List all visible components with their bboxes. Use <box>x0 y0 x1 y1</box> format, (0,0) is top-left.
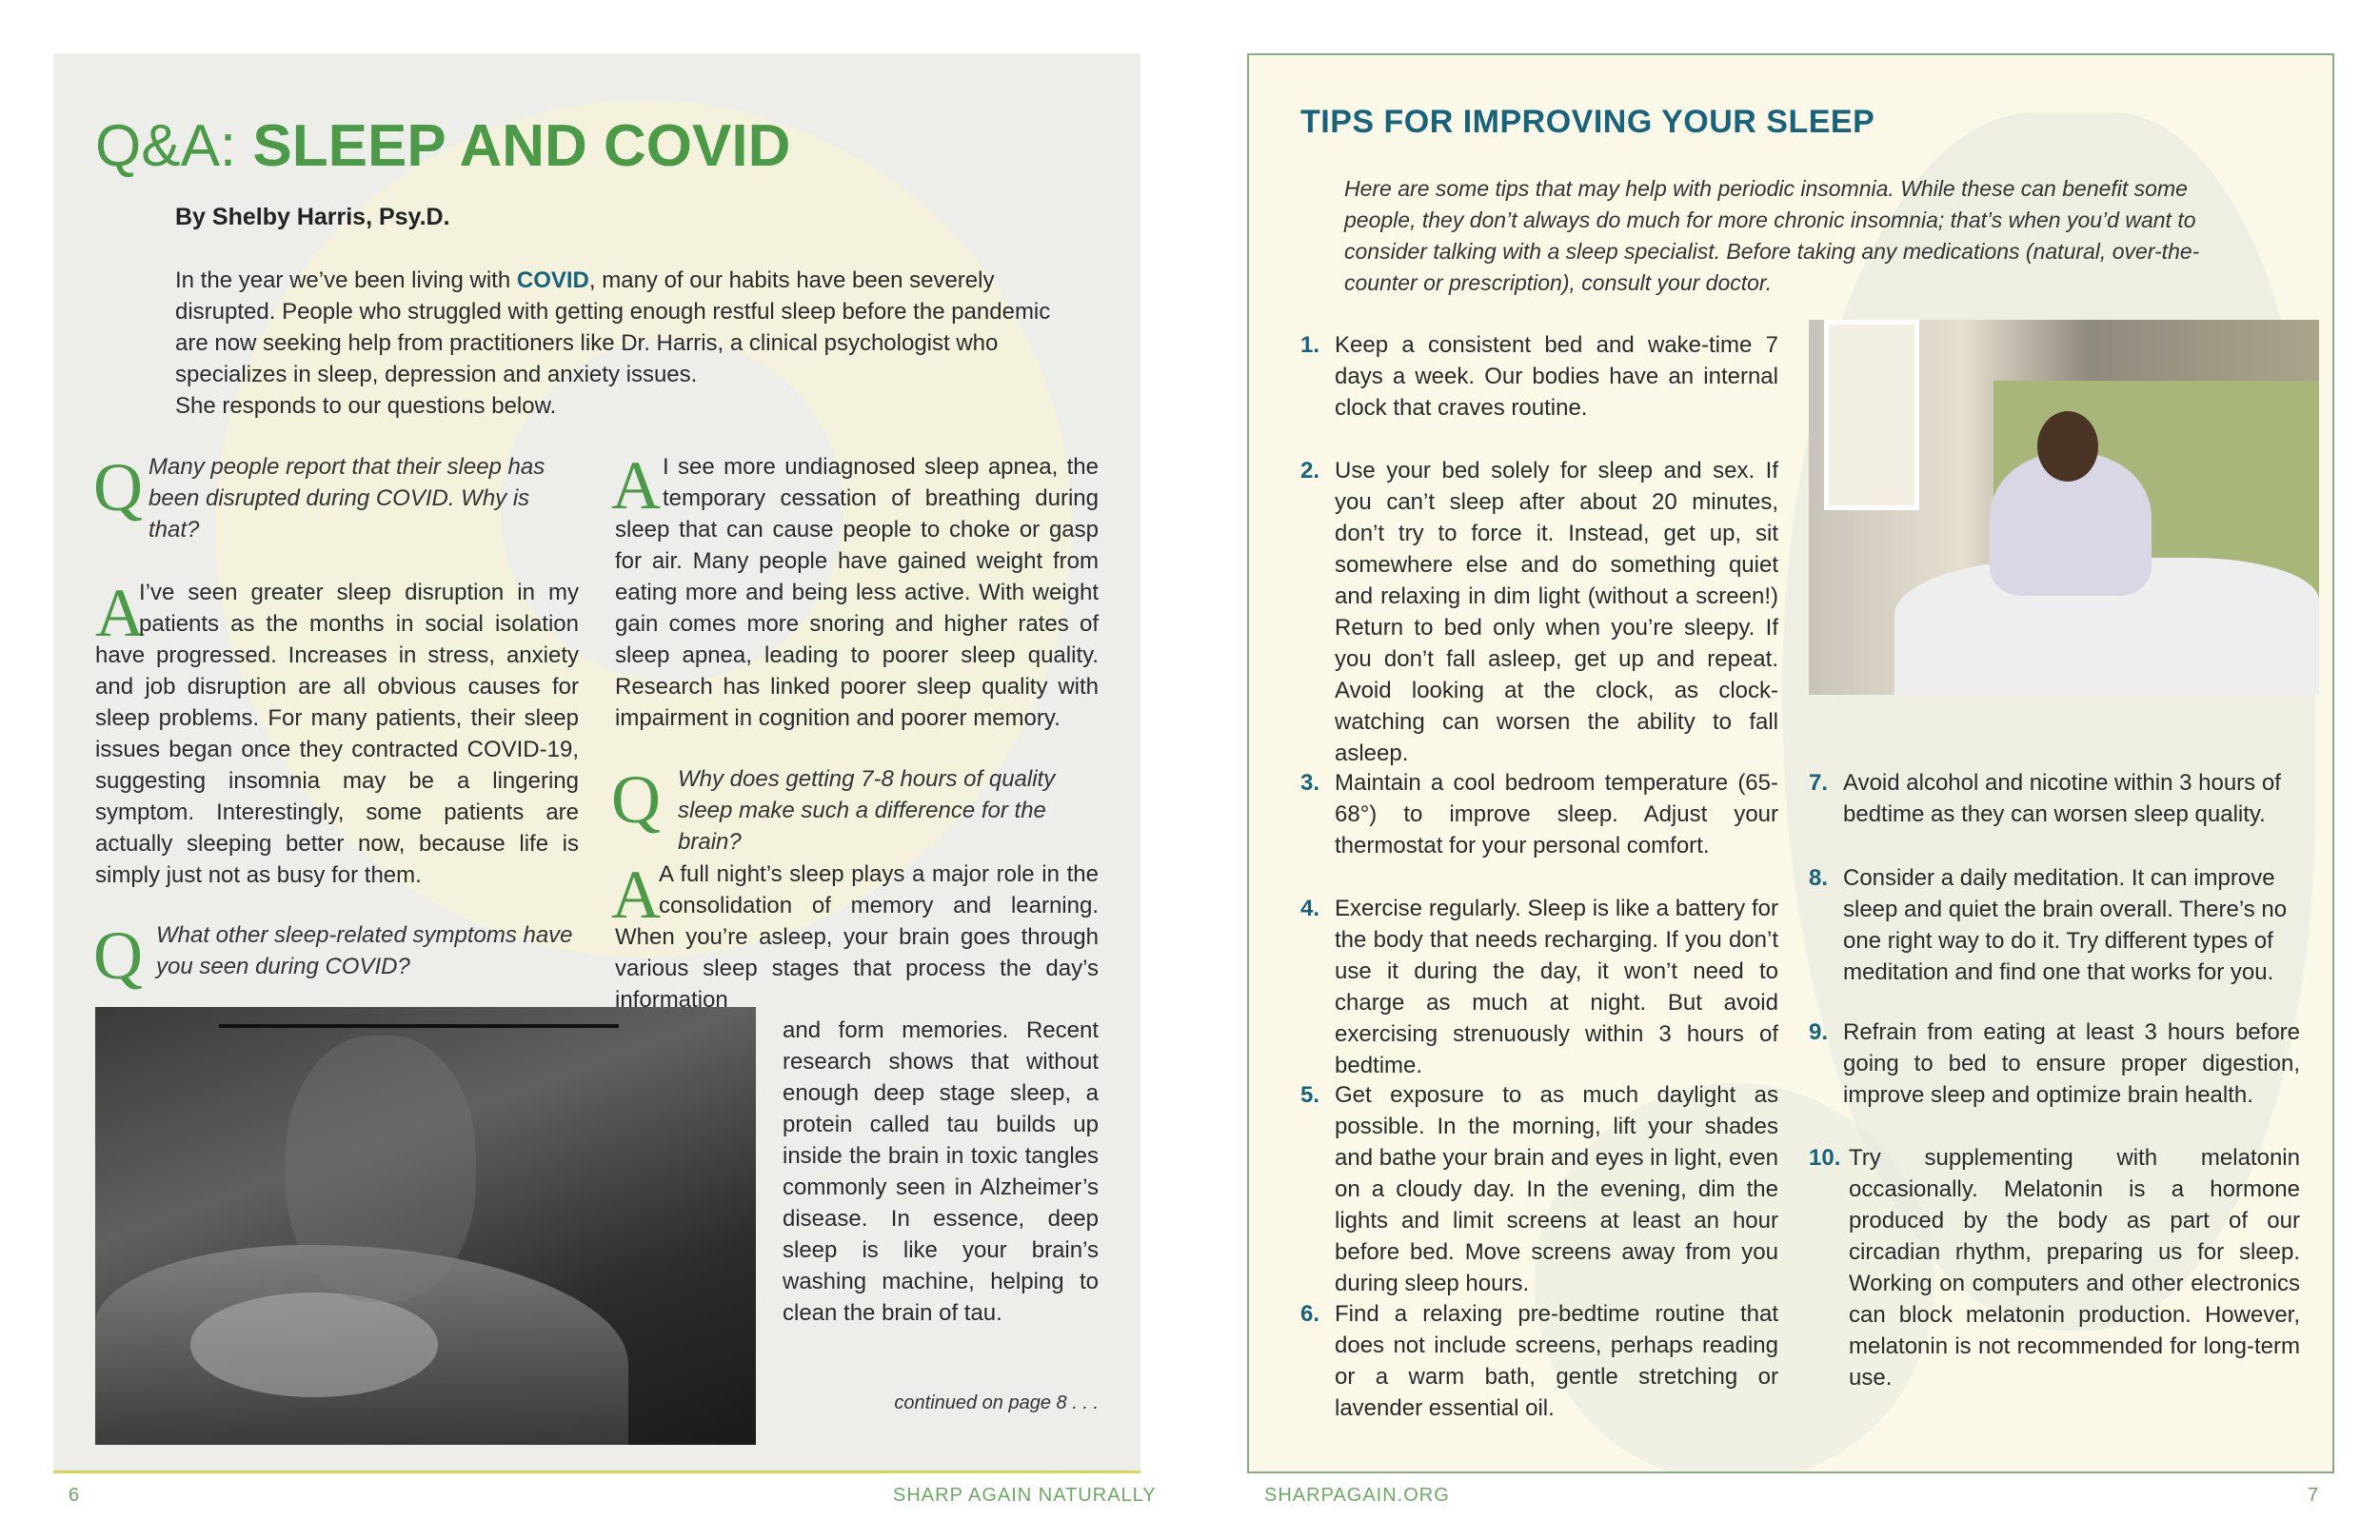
answer-3-top-text: A full night’s sleep plays a major role in the consolidation of memory and learning. When you’re asleep, your brain goes through various sleep stages that process the day’s information <box>615 861 1099 1013</box>
tip-9-number: 9. <box>1809 1019 1829 1045</box>
intro-last: She responds to our questions below. <box>175 393 557 419</box>
question-2: What other sleep-related symptoms have you seen during COVID? <box>156 922 573 979</box>
head-shape <box>2037 411 2098 482</box>
woman-in-bed-photo <box>95 1007 756 1445</box>
intro-highlight: COVID <box>516 267 589 293</box>
answer-2-text: I see more undiagnosed sleep apnea, the temporary cessation of breathing during sleep that can cause people to choke or gasp for air. Many people have gained weight from eating more and being less active. With weight gain comes more snoring and higher rates of sleep apnea, leading to poorer sleep quality. Research has linked poorer sleep quality with impairment in cognition and poorer memory. <box>615 454 1099 731</box>
tip-8-text: Consider a daily meditation. It can improve sleep and quiet the brain overall. There’s no one right way to do it. Try different types of meditation and find one that works for you. <box>1843 865 2288 985</box>
tip-10-text: Try supplementing with melatonin occasionally. Melatonin is a hormone produced by the body as part of our circadian rhythm, preparing us for sleep. Working on computers and other electronics can block melatonin production. However, melatonin is not recommended for long-term use. <box>1849 1145 2300 1391</box>
tip-7-number: 7. <box>1809 770 1829 796</box>
right-page <box>1247 53 2334 1473</box>
footer-publication-title: SHARP AGAIN NATURALLY <box>893 1485 1157 1506</box>
page-title <box>95 110 790 183</box>
left-page <box>53 53 1140 1473</box>
tip-9-text: Refrain from eating at least 3 hours before going to bed to ensure proper digestion, improve sleep and optimize brain health. <box>1843 1019 2300 1108</box>
question-1: Many people report that their sleep has been disrupted during COVID. Why is that? <box>149 454 545 543</box>
a3-letter: A <box>611 857 661 933</box>
tips-title: TIPS FOR IMPROVING YOUR SLEEP <box>1300 104 1875 140</box>
answer-3-bottom: and form memories. Recent research shows that without enough deep stage sleep, a protein called tau builds up inside the brain in toxic tangles commonly seen in Alzheimer’s disease. In essence, deep sleep is like your brain’s washing machine, helping to clean the brain of tau. <box>783 1017 1099 1326</box>
tip-4-text: Exercise regularly. Sleep is like a battery for the body that needs recharging. If you don’t use it during the day, it won’t need to charge as much at night. But avoid exercising strenuously within 3 hours of bedtime. <box>1335 896 1778 1078</box>
tip-5-text: Get exposure to as much daylight as possible. In the morning, lift your shades and bathe your brain and eyes in light, even on a cloudy day. In the evening, dim the lights and limit screens at least an hour before bed. Move screens away from you during sleep hours. <box>1335 1082 1778 1296</box>
continued-note: continued on page 8 . . . <box>894 1392 1099 1413</box>
intro-before: In the year we’ve been living with <box>175 267 517 293</box>
footer-page-number-right: 7 <box>2308 1485 2320 1506</box>
a1-letter: A <box>95 575 145 651</box>
answer-3-top <box>615 859 1099 1016</box>
tip-10-number: 10. <box>1809 1145 1841 1171</box>
title-prefix: Q&A: <box>95 113 253 179</box>
tip-2-text: Use your bed solely for sleep and sex. If you can’t sleep after about 20 minutes, don’t try to force it. Instead, get up, sit somewhere else and do something quiet and relaxing in dim light (without a screen!) Return to bed only when you’re sleepy. If you don’t fall asleep, get up and repeat. Avoid looking at the clock, as clock-watching can worsen the ability to fall asleep. <box>1335 458 1778 766</box>
q3-letter: Q <box>611 761 661 838</box>
q2-letter: Q <box>93 918 143 994</box>
tip-6-number: 6. <box>1300 1301 1320 1327</box>
wall-hooks <box>219 1024 619 1028</box>
intro-after: , many of our habits have been severely disrupted. People who struggled with getting enough restful sleep before the pandemic are now seeking help from practitioners like Dr. Harris, a clinical psychologist who specializes in sleep, depression and anxiety issues. <box>175 267 1051 387</box>
tip-1-text: Keep a consistent bed and wake-time 7 days a week. Our bodies have an internal clock that craves routine. <box>1335 332 1778 421</box>
answer-1 <box>95 577 579 891</box>
byline: By Shelby Harris, Psy.D. <box>175 204 450 230</box>
footer-rule <box>53 1471 1140 1473</box>
tip-4-number: 4. <box>1300 896 1320 921</box>
tip-3-text: Maintain a cool bedroom temperature (65-68°) to improve sleep. Adjust your thermostat for your personal comfort. <box>1335 770 1778 859</box>
woman-stretching-photo <box>1809 320 2319 695</box>
footer-page-number-left: 6 <box>69 1485 81 1506</box>
silhouette-shape <box>286 1036 476 1302</box>
q1-letter: Q <box>93 449 143 525</box>
answer-2 <box>615 451 1099 734</box>
tip-1-number: 1. <box>1300 332 1320 358</box>
blanket-shape <box>190 1293 438 1397</box>
footer-website: SHARPAGAIN.ORG <box>1264 1485 1450 1506</box>
title-main: SLEEP AND COVID <box>252 113 791 179</box>
tip-3-number: 3. <box>1300 770 1320 796</box>
tip-6-text: Find a relaxing pre-bedtime routine that does not include screens, perhaps reading or a warm bath, gentle stretching or lavender essential oil. <box>1335 1301 1778 1421</box>
tip-8-number: 8. <box>1809 865 1829 891</box>
question-3: Why does getting 7-8 hours of quality sleep make such a difference for the brain? <box>678 766 1056 855</box>
window-shape <box>1824 320 1919 510</box>
answer-1-text: I’ve seen greater sleep disruption in my patients as the months in social isolation have progressed. Increases in stress, anxiety and job disruption are all obvious causes for sleep problems. For many patients, their sleep issues began once they contracted COVID-19, suggesting insomnia may be a lingering symptom. Interestingly, some patients are actually sleeping better now, because life is simply just not as busy for them. <box>95 580 579 888</box>
tip-5-number: 5. <box>1300 1082 1320 1108</box>
tips-intro: Here are some tips that may help with periodic insomnia. While these can benefit some people, they don’t always do much for more chronic insomnia; that’s when you’d want to consider talking with a sleep specialist. Before taking any medications (natural, over-the-counter or prescription), consult your doctor. <box>1344 176 2200 295</box>
tip-2-number: 2. <box>1300 458 1320 484</box>
tip-7-text: Avoid alcohol and nicotine within 3 hours of bedtime as they can worsen sleep quality. <box>1843 770 2281 827</box>
a2-letter: A <box>611 447 661 523</box>
intro-paragraph <box>175 265 1070 422</box>
